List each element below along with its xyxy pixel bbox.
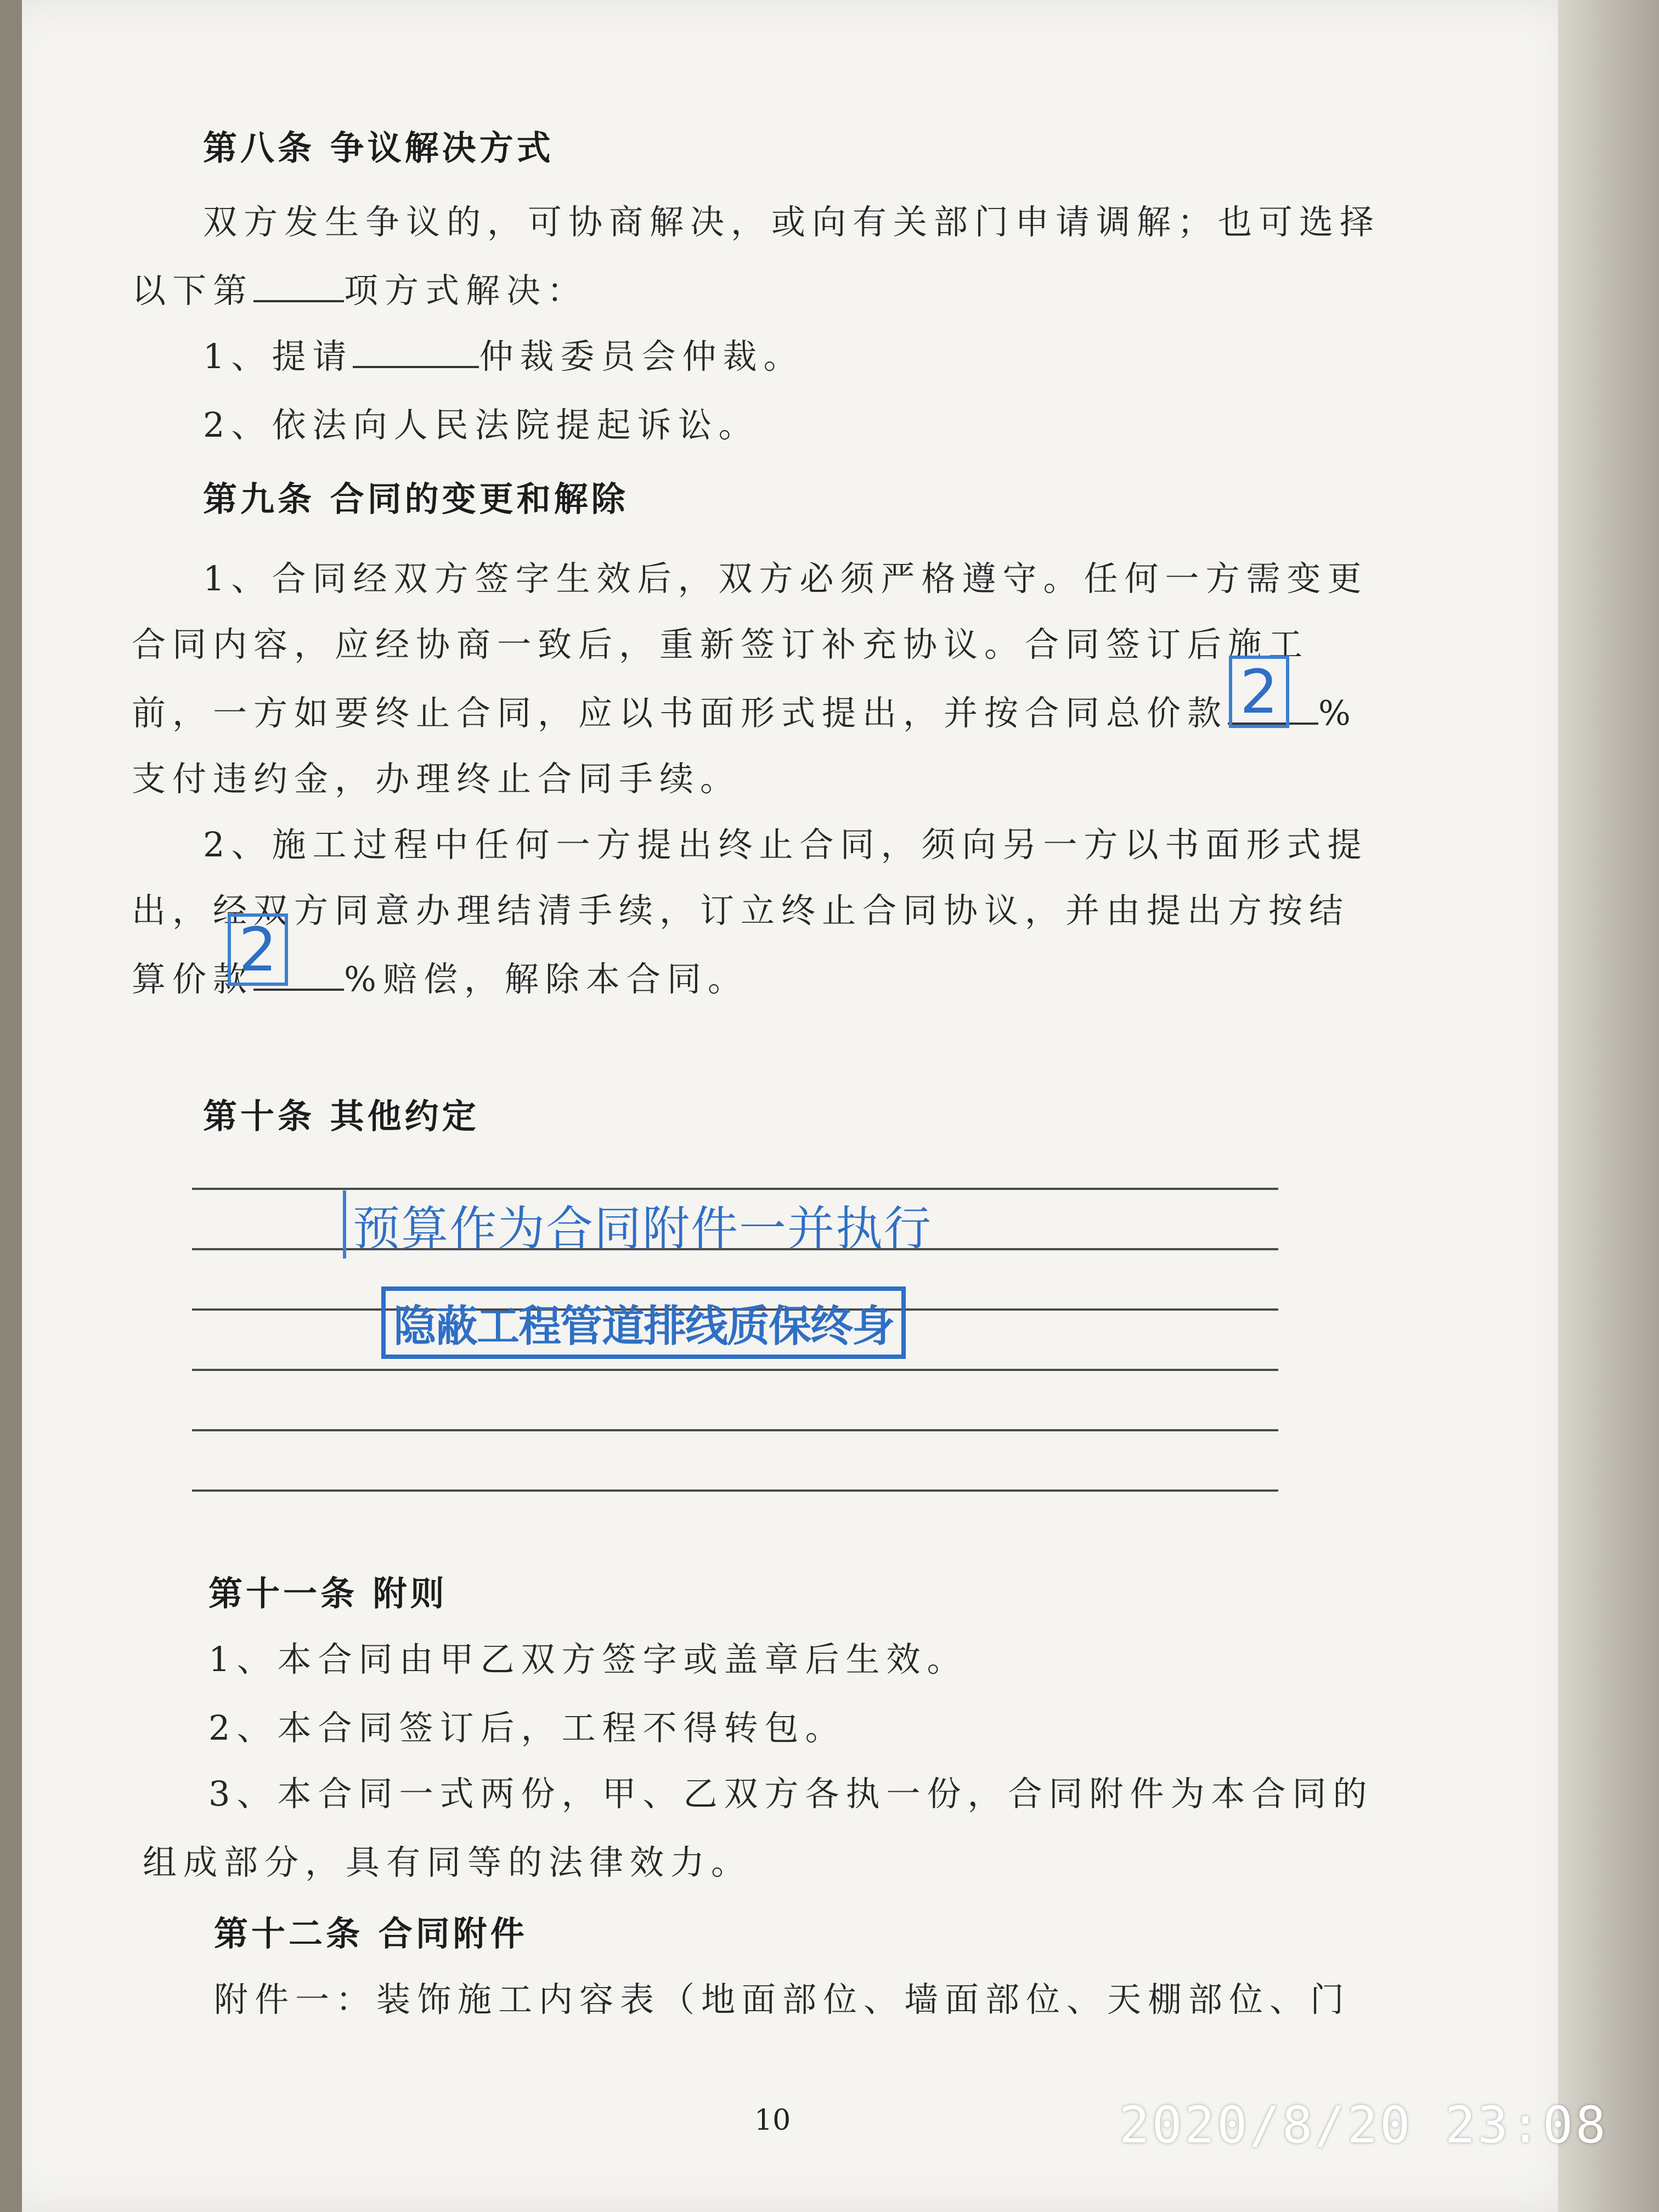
- number-stamp-compensation: 2: [228, 913, 288, 986]
- article-8-intro-line1: 双方发生争议的，可协商解决，或向有关部门申请调解；也可选择: [203, 202, 1381, 242]
- article-9-p1-line1: 1、合同经双方签字生效后，双方必须严格遵守。任何一方需变更: [203, 558, 1368, 599]
- page-number: 10: [754, 2104, 791, 2137]
- stamp-budget-attachment: 预算作为合同附件一并执行: [343, 1190, 932, 1259]
- article-12-heading: 第十二条 合同附件: [214, 1914, 528, 1954]
- article-8-item-1-suffix: 仲裁委员会仲裁。: [479, 336, 804, 376]
- article-9-heading: 第九条 合同的变更和解除: [203, 479, 629, 519]
- ruled-line: [192, 1429, 1278, 1431]
- stamp-warranty-box: 隐蔽工程管道排线质保终身: [381, 1286, 906, 1359]
- article-11-item-1: 1、本合同由甲乙双方签字或盖章后生效。: [208, 1639, 968, 1679]
- ruled-line: [192, 1188, 1278, 1190]
- article-10-heading: 第十条 其他约定: [203, 1096, 479, 1136]
- ruled-line: [192, 1489, 1278, 1492]
- article-8-intro-suffix: 项方式解决：: [344, 270, 588, 311]
- article-11-item-2: 2、本合同签订后，工程不得转包。: [208, 1708, 846, 1748]
- fill-blank: [353, 366, 479, 368]
- article-11-item-3-line1: 3、本合同一式两份，甲、乙双方各执一份，合同附件为本合同的: [208, 1774, 1374, 1814]
- fill-blank: [253, 989, 344, 991]
- book-edge: [1558, 0, 1659, 2212]
- article-9-p2-line3-prefix: 算价款: [132, 959, 254, 999]
- article-8-intro-prefix: 以下第: [132, 270, 254, 311]
- photo-timestamp: 2020/8/20 23:08: [1119, 2096, 1608, 2154]
- article-12-attachment-1: 附件一：装饰施工内容表（地面部位、墙面部位、天棚部位、门: [214, 1979, 1351, 2019]
- article-8-item-1: [203, 329, 804, 378]
- article-11-item-3-line2: 组成部分，具有同等的法律效力。: [143, 1842, 752, 1882]
- article-8-item-1-prefix: 1、提请: [203, 336, 353, 376]
- number-stamp-penalty: 2: [1229, 656, 1289, 728]
- article-9-p2-line3-suffix: %赔偿，解除本合同。: [344, 959, 748, 999]
- article-8-item-2: 2、依法向人民法院提起诉讼。: [203, 405, 759, 445]
- percent-sign: %: [1318, 693, 1357, 733]
- ruled-line: [192, 1369, 1278, 1371]
- article-9-p1-line4: 支付违约金，办理终止合同手续。: [132, 759, 741, 799]
- article-8-intro-line2: [132, 263, 588, 312]
- article-9-p1-line2: 合同内容，应经协商一致后，重新签订补充协议。合同签订后施工: [132, 624, 1310, 664]
- article-9-p2-line3: [132, 952, 748, 1001]
- article-9-p1-line3: [132, 686, 1357, 735]
- article-9-p2-line1: 2、施工过程中任何一方提出终止合同，须向另一方以书面形式提: [203, 825, 1368, 865]
- fill-blank: [253, 300, 344, 302]
- article-8-heading: 第八条 争议解决方式: [203, 128, 554, 168]
- article-11-heading: 第十一条 附则: [208, 1573, 448, 1613]
- article-9-p1-line3-text: 前，一方如要终止合同，应以书面形式提出，并按合同总价款: [132, 693, 1228, 733]
- article-9-p2-line2: 出，经双方同意办理结清手续，订立终止合同协议，并由提出方按结: [132, 890, 1350, 930]
